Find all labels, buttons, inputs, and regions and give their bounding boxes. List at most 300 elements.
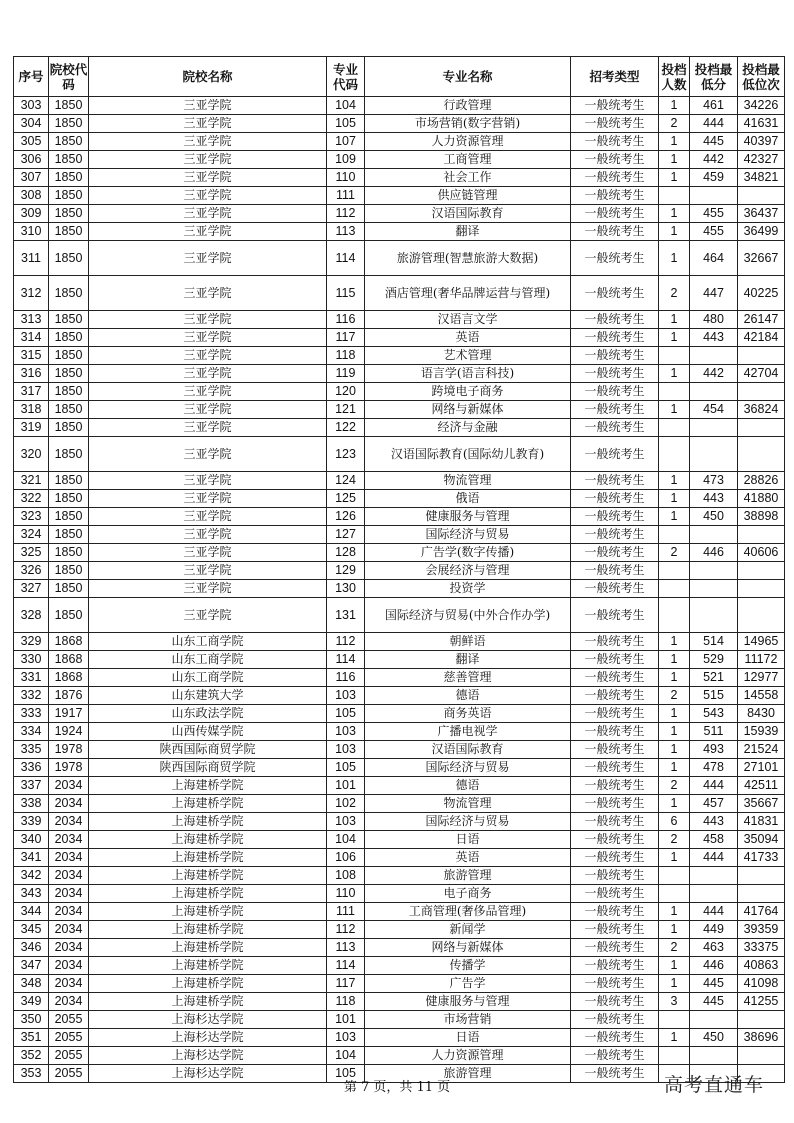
cell-min-rank: 41831 xyxy=(738,813,785,831)
cell-major-name: 市场营销 xyxy=(365,1011,571,1029)
cell-school-name: 上海杉达学院 xyxy=(89,1029,327,1047)
cell-min-rank: 36499 xyxy=(738,223,785,241)
cell-school-name: 三亚学院 xyxy=(89,598,327,633)
cell-seq: 342 xyxy=(14,867,49,885)
cell-type: 一般统考生 xyxy=(571,1047,659,1065)
cell-count: 1 xyxy=(659,508,690,526)
cell-type: 一般统考生 xyxy=(571,544,659,562)
cell-major-code: 128 xyxy=(327,544,365,562)
cell-min-score: 444 xyxy=(690,777,738,795)
cell-major-name: 会展经济与管理 xyxy=(365,562,571,580)
cell-count: 1 xyxy=(659,705,690,723)
cell-seq: 328 xyxy=(14,598,49,633)
cell-type: 一般统考生 xyxy=(571,669,659,687)
cell-min-score xyxy=(690,187,738,205)
cell-major-code: 114 xyxy=(327,651,365,669)
cell-count xyxy=(659,347,690,365)
table-row xyxy=(14,241,785,276)
cell-count xyxy=(659,562,690,580)
header-row xyxy=(14,57,785,97)
cell-min-rank xyxy=(738,383,785,401)
cell-school-name: 上海建桥学院 xyxy=(89,813,327,831)
cell-school-name: 三亚学院 xyxy=(89,365,327,383)
cell-type: 一般统考生 xyxy=(571,1011,659,1029)
cell-seq: 309 xyxy=(14,205,49,223)
cell-school-code: 2034 xyxy=(49,957,89,975)
cell-min-score: 478 xyxy=(690,759,738,777)
cell-min-score xyxy=(690,580,738,598)
cell-seq: 305 xyxy=(14,133,49,151)
cell-type: 一般统考生 xyxy=(571,580,659,598)
cell-school-name: 三亚学院 xyxy=(89,151,327,169)
cell-min-score xyxy=(690,419,738,437)
cell-min-rank: 42184 xyxy=(738,329,785,347)
cell-min-rank: 11172 xyxy=(738,651,785,669)
cell-school-name: 上海建桥学院 xyxy=(89,957,327,975)
cell-count: 2 xyxy=(659,544,690,562)
cell-type: 一般统考生 xyxy=(571,115,659,133)
cell-min-rank: 39359 xyxy=(738,921,785,939)
cell-min-rank: 41764 xyxy=(738,903,785,921)
cell-major-code: 113 xyxy=(327,939,365,957)
cell-major-name: 英语 xyxy=(365,849,571,867)
cell-min-rank: 36824 xyxy=(738,401,785,419)
cell-major-code: 102 xyxy=(327,795,365,813)
cell-major-code: 121 xyxy=(327,401,365,419)
table-row xyxy=(14,1011,785,1029)
cell-school-code: 1850 xyxy=(49,97,89,115)
cell-school-name: 上海建桥学院 xyxy=(89,867,327,885)
cell-major-code: 101 xyxy=(327,1011,365,1029)
cell-school-name: 三亚学院 xyxy=(89,169,327,187)
cell-seq: 351 xyxy=(14,1029,49,1047)
cell-type: 一般统考生 xyxy=(571,437,659,472)
cell-min-score: 443 xyxy=(690,813,738,831)
cell-count: 1 xyxy=(659,97,690,115)
cell-count xyxy=(659,1047,690,1065)
cell-min-score: 444 xyxy=(690,849,738,867)
table-row xyxy=(14,97,785,115)
cell-school-code: 2055 xyxy=(49,1047,89,1065)
cell-min-rank: 41733 xyxy=(738,849,785,867)
cell-min-rank: 21524 xyxy=(738,741,785,759)
cell-school-name: 三亚学院 xyxy=(89,205,327,223)
cell-seq: 329 xyxy=(14,633,49,651)
cell-major-code: 120 xyxy=(327,383,365,401)
cell-count: 1 xyxy=(659,759,690,777)
cell-school-name: 山西传媒学院 xyxy=(89,723,327,741)
table-row xyxy=(14,831,785,849)
cell-min-score: 454 xyxy=(690,401,738,419)
cell-school-code: 2034 xyxy=(49,813,89,831)
table-row xyxy=(14,849,785,867)
header-school-name: 院校名称 xyxy=(89,57,327,97)
cell-seq: 334 xyxy=(14,723,49,741)
cell-major-name: 艺术管理 xyxy=(365,347,571,365)
cell-min-score xyxy=(690,526,738,544)
cell-major-name: 传播学 xyxy=(365,957,571,975)
cell-school-code: 2034 xyxy=(49,993,89,1011)
cell-school-code: 1850 xyxy=(49,311,89,329)
cell-major-code: 116 xyxy=(327,311,365,329)
cell-major-code: 105 xyxy=(327,115,365,133)
cell-min-rank xyxy=(738,598,785,633)
cell-min-rank: 42704 xyxy=(738,365,785,383)
cell-school-code: 1850 xyxy=(49,437,89,472)
cell-major-code: 103 xyxy=(327,1029,365,1047)
table-row xyxy=(14,777,785,795)
cell-major-code: 112 xyxy=(327,921,365,939)
table-row xyxy=(14,813,785,831)
cell-count: 1 xyxy=(659,903,690,921)
table-row xyxy=(14,526,785,544)
cell-school-name: 上海建桥学院 xyxy=(89,993,327,1011)
cell-type: 一般统考生 xyxy=(571,849,659,867)
cell-major-name: 汉语国际教育(国际幼儿教育) xyxy=(365,437,571,472)
cell-seq: 303 xyxy=(14,97,49,115)
cell-major-code: 106 xyxy=(327,849,365,867)
cell-min-score: 480 xyxy=(690,311,738,329)
table-row xyxy=(14,759,785,777)
cell-school-code: 1850 xyxy=(49,562,89,580)
cell-school-code: 1876 xyxy=(49,687,89,705)
cell-school-code: 2034 xyxy=(49,867,89,885)
cell-major-code: 103 xyxy=(327,687,365,705)
cell-major-code: 107 xyxy=(327,133,365,151)
cell-count: 1 xyxy=(659,741,690,759)
table-row xyxy=(14,1029,785,1047)
cell-major-code: 103 xyxy=(327,741,365,759)
table-row xyxy=(14,687,785,705)
cell-count: 6 xyxy=(659,813,690,831)
cell-min-rank xyxy=(738,1011,785,1029)
cell-min-score: 449 xyxy=(690,921,738,939)
table-row xyxy=(14,151,785,169)
cell-school-name: 三亚学院 xyxy=(89,437,327,472)
cell-seq: 322 xyxy=(14,490,49,508)
cell-min-rank: 33375 xyxy=(738,939,785,957)
cell-count: 1 xyxy=(659,205,690,223)
cell-school-code: 1850 xyxy=(49,598,89,633)
cell-type: 一般统考生 xyxy=(571,993,659,1011)
cell-school-code: 1850 xyxy=(49,205,89,223)
cell-min-rank xyxy=(738,526,785,544)
cell-seq: 316 xyxy=(14,365,49,383)
cell-major-name: 德语 xyxy=(365,687,571,705)
cell-seq: 349 xyxy=(14,993,49,1011)
cell-type: 一般统考生 xyxy=(571,759,659,777)
cell-min-rank: 15939 xyxy=(738,723,785,741)
cell-school-name: 陕西国际商贸学院 xyxy=(89,741,327,759)
cell-major-name: 跨境电子商务 xyxy=(365,383,571,401)
cell-min-rank: 36437 xyxy=(738,205,785,223)
brand-logo-text: 高考直通车 xyxy=(663,1074,764,1096)
cell-school-code: 1850 xyxy=(49,133,89,151)
cell-min-score: 493 xyxy=(690,741,738,759)
cell-seq: 313 xyxy=(14,311,49,329)
cell-seq: 345 xyxy=(14,921,49,939)
header-major-code: 专业代码 xyxy=(327,57,365,97)
cell-count: 1 xyxy=(659,723,690,741)
table-row xyxy=(14,939,785,957)
cell-min-rank: 38696 xyxy=(738,1029,785,1047)
cell-major-name: 国际经济与贸易 xyxy=(365,813,571,831)
cell-school-name: 三亚学院 xyxy=(89,241,327,276)
cell-min-rank: 12977 xyxy=(738,669,785,687)
cell-seq: 304 xyxy=(14,115,49,133)
cell-major-name: 电子商务 xyxy=(365,885,571,903)
cell-school-name: 三亚学院 xyxy=(89,347,327,365)
cell-type: 一般统考生 xyxy=(571,975,659,993)
cell-type: 一般统考生 xyxy=(571,885,659,903)
cell-min-rank xyxy=(738,885,785,903)
table-row xyxy=(14,401,785,419)
cell-type: 一般统考生 xyxy=(571,705,659,723)
table-row xyxy=(14,383,785,401)
cell-major-code: 105 xyxy=(327,1065,365,1083)
admission-table xyxy=(13,56,785,1083)
cell-min-rank xyxy=(738,187,785,205)
cell-min-score: 446 xyxy=(690,544,738,562)
cell-count xyxy=(659,885,690,903)
cell-school-code: 1917 xyxy=(49,705,89,723)
cell-major-code: 118 xyxy=(327,993,365,1011)
cell-school-name: 三亚学院 xyxy=(89,508,327,526)
table-row xyxy=(14,651,785,669)
cell-min-score: 443 xyxy=(690,329,738,347)
cell-count: 1 xyxy=(659,795,690,813)
cell-school-code: 1868 xyxy=(49,669,89,687)
cell-major-code: 130 xyxy=(327,580,365,598)
cell-min-rank: 35094 xyxy=(738,831,785,849)
cell-major-code: 119 xyxy=(327,365,365,383)
table-row xyxy=(14,419,785,437)
cell-school-code: 1850 xyxy=(49,169,89,187)
cell-count xyxy=(659,419,690,437)
cell-type: 一般统考生 xyxy=(571,795,659,813)
cell-major-name: 国际经济与贸易 xyxy=(365,526,571,544)
cell-count xyxy=(659,1011,690,1029)
cell-school-name: 三亚学院 xyxy=(89,544,327,562)
cell-major-name: 朝鲜语 xyxy=(365,633,571,651)
table-row xyxy=(14,329,785,347)
cell-min-score xyxy=(690,1047,738,1065)
cell-seq: 318 xyxy=(14,401,49,419)
cell-min-score: 455 xyxy=(690,223,738,241)
cell-min-rank: 34821 xyxy=(738,169,785,187)
cell-min-score xyxy=(690,1011,738,1029)
cell-major-name: 汉语国际教育 xyxy=(365,741,571,759)
cell-school-code: 2034 xyxy=(49,831,89,849)
table-row xyxy=(14,598,785,633)
cell-type: 一般统考生 xyxy=(571,508,659,526)
table-row xyxy=(14,311,785,329)
table-row xyxy=(14,957,785,975)
cell-seq: 335 xyxy=(14,741,49,759)
cell-school-code: 2055 xyxy=(49,1011,89,1029)
header-min-score: 投档最低分 xyxy=(690,57,738,97)
cell-major-code: 112 xyxy=(327,633,365,651)
table-row xyxy=(14,921,785,939)
cell-major-code: 123 xyxy=(327,437,365,472)
cell-count: 1 xyxy=(659,329,690,347)
cell-seq: 306 xyxy=(14,151,49,169)
cell-min-score: 461 xyxy=(690,97,738,115)
cell-count: 2 xyxy=(659,777,690,795)
cell-min-score xyxy=(690,347,738,365)
cell-major-name: 国际经济与贸易 xyxy=(365,759,571,777)
cell-school-name: 上海建桥学院 xyxy=(89,921,327,939)
cell-min-score xyxy=(690,867,738,885)
cell-count: 1 xyxy=(659,133,690,151)
cell-type: 一般统考生 xyxy=(571,939,659,957)
cell-min-rank: 40225 xyxy=(738,276,785,311)
cell-type: 一般统考生 xyxy=(571,813,659,831)
cell-school-name: 三亚学院 xyxy=(89,419,327,437)
table-row xyxy=(14,867,785,885)
cell-school-name: 山东工商学院 xyxy=(89,633,327,651)
cell-major-name: 翻译 xyxy=(365,223,571,241)
cell-min-score: 455 xyxy=(690,205,738,223)
cell-count: 2 xyxy=(659,831,690,849)
cell-major-name: 广告学 xyxy=(365,975,571,993)
cell-school-code: 1978 xyxy=(49,741,89,759)
cell-min-rank: 8430 xyxy=(738,705,785,723)
table-row xyxy=(14,347,785,365)
cell-school-code: 1850 xyxy=(49,526,89,544)
cell-school-code: 1850 xyxy=(49,365,89,383)
cell-seq: 333 xyxy=(14,705,49,723)
cell-type: 一般统考生 xyxy=(571,903,659,921)
cell-school-name: 上海杉达学院 xyxy=(89,1047,327,1065)
cell-seq: 338 xyxy=(14,795,49,813)
cell-school-name: 三亚学院 xyxy=(89,311,327,329)
cell-min-score: 445 xyxy=(690,133,738,151)
header-type: 招考类型 xyxy=(571,57,659,97)
cell-type: 一般统考生 xyxy=(571,777,659,795)
cell-school-name: 山东政法学院 xyxy=(89,705,327,723)
cell-type: 一般统考生 xyxy=(571,419,659,437)
cell-major-name: 市场营销(数字营销) xyxy=(365,115,571,133)
cell-major-name: 国际经济与贸易(中外合作办学) xyxy=(365,598,571,633)
cell-seq: 347 xyxy=(14,957,49,975)
cell-major-name: 工商管理 xyxy=(365,151,571,169)
cell-type: 一般统考生 xyxy=(571,1065,659,1083)
cell-count: 1 xyxy=(659,633,690,651)
table-row xyxy=(14,993,785,1011)
cell-major-name: 日语 xyxy=(365,1029,571,1047)
cell-min-score: 445 xyxy=(690,975,738,993)
cell-min-rank: 41631 xyxy=(738,115,785,133)
cell-school-name: 三亚学院 xyxy=(89,383,327,401)
cell-min-rank: 34226 xyxy=(738,97,785,115)
cell-min-score: 521 xyxy=(690,669,738,687)
cell-school-code: 1850 xyxy=(49,276,89,311)
cell-school-code: 1850 xyxy=(49,472,89,490)
cell-type: 一般统考生 xyxy=(571,1029,659,1047)
cell-major-code: 110 xyxy=(327,169,365,187)
cell-school-code: 2055 xyxy=(49,1065,89,1083)
cell-seq: 310 xyxy=(14,223,49,241)
table-row xyxy=(14,508,785,526)
cell-seq: 315 xyxy=(14,347,49,365)
cell-major-code: 103 xyxy=(327,723,365,741)
cell-major-name: 酒店管理(奢华品牌运营与管理) xyxy=(365,276,571,311)
cell-major-name: 经济与金融 xyxy=(365,419,571,437)
cell-type: 一般统考生 xyxy=(571,276,659,311)
cell-major-code: 105 xyxy=(327,759,365,777)
cell-type: 一般统考生 xyxy=(571,741,659,759)
cell-major-code: 103 xyxy=(327,813,365,831)
cell-count: 1 xyxy=(659,957,690,975)
admission-table-container xyxy=(13,56,784,1083)
cell-min-score: 515 xyxy=(690,687,738,705)
cell-min-score: 443 xyxy=(690,490,738,508)
cell-count: 1 xyxy=(659,311,690,329)
cell-type: 一般统考生 xyxy=(571,526,659,544)
cell-min-score: 450 xyxy=(690,508,738,526)
header-school-code: 院校代码 xyxy=(49,57,89,97)
cell-min-rank: 40606 xyxy=(738,544,785,562)
cell-major-name: 人力资源管理 xyxy=(365,133,571,151)
cell-school-name: 三亚学院 xyxy=(89,526,327,544)
cell-min-rank xyxy=(738,580,785,598)
cell-min-score: 458 xyxy=(690,831,738,849)
cell-school-name: 上海建桥学院 xyxy=(89,939,327,957)
cell-seq: 327 xyxy=(14,580,49,598)
cell-major-name: 社会工作 xyxy=(365,169,571,187)
cell-seq: 321 xyxy=(14,472,49,490)
cell-major-name: 物流管理 xyxy=(365,795,571,813)
cell-count xyxy=(659,867,690,885)
table-row xyxy=(14,1047,785,1065)
table-row xyxy=(14,187,785,205)
cell-count: 2 xyxy=(659,115,690,133)
cell-major-name: 翻译 xyxy=(365,651,571,669)
cell-major-code: 126 xyxy=(327,508,365,526)
cell-school-name: 上海杉达学院 xyxy=(89,1011,327,1029)
header-count: 投档人数 xyxy=(659,57,690,97)
cell-type: 一般统考生 xyxy=(571,490,659,508)
cell-count: 2 xyxy=(659,276,690,311)
cell-min-rank xyxy=(738,1047,785,1065)
cell-min-score: 444 xyxy=(690,903,738,921)
cell-seq: 319 xyxy=(14,419,49,437)
cell-count: 3 xyxy=(659,993,690,1011)
cell-type: 一般统考生 xyxy=(571,401,659,419)
cell-count: 1 xyxy=(659,1029,690,1047)
cell-major-code: 131 xyxy=(327,598,365,633)
cell-min-score: 464 xyxy=(690,241,738,276)
cell-school-name: 三亚学院 xyxy=(89,562,327,580)
cell-school-code: 1978 xyxy=(49,759,89,777)
cell-min-rank: 32667 xyxy=(738,241,785,276)
cell-major-name: 行政管理 xyxy=(365,97,571,115)
cell-seq: 343 xyxy=(14,885,49,903)
cell-count xyxy=(659,437,690,472)
table-row xyxy=(14,276,785,311)
cell-major-code: 109 xyxy=(327,151,365,169)
header-min-rank: 投档最低位次 xyxy=(738,57,785,97)
cell-major-name: 俄语 xyxy=(365,490,571,508)
cell-min-rank: 41880 xyxy=(738,490,785,508)
cell-seq: 332 xyxy=(14,687,49,705)
cell-school-name: 三亚学院 xyxy=(89,115,327,133)
cell-seq: 325 xyxy=(14,544,49,562)
cell-school-code: 2034 xyxy=(49,903,89,921)
cell-school-code: 1868 xyxy=(49,651,89,669)
cell-major-code: 124 xyxy=(327,472,365,490)
